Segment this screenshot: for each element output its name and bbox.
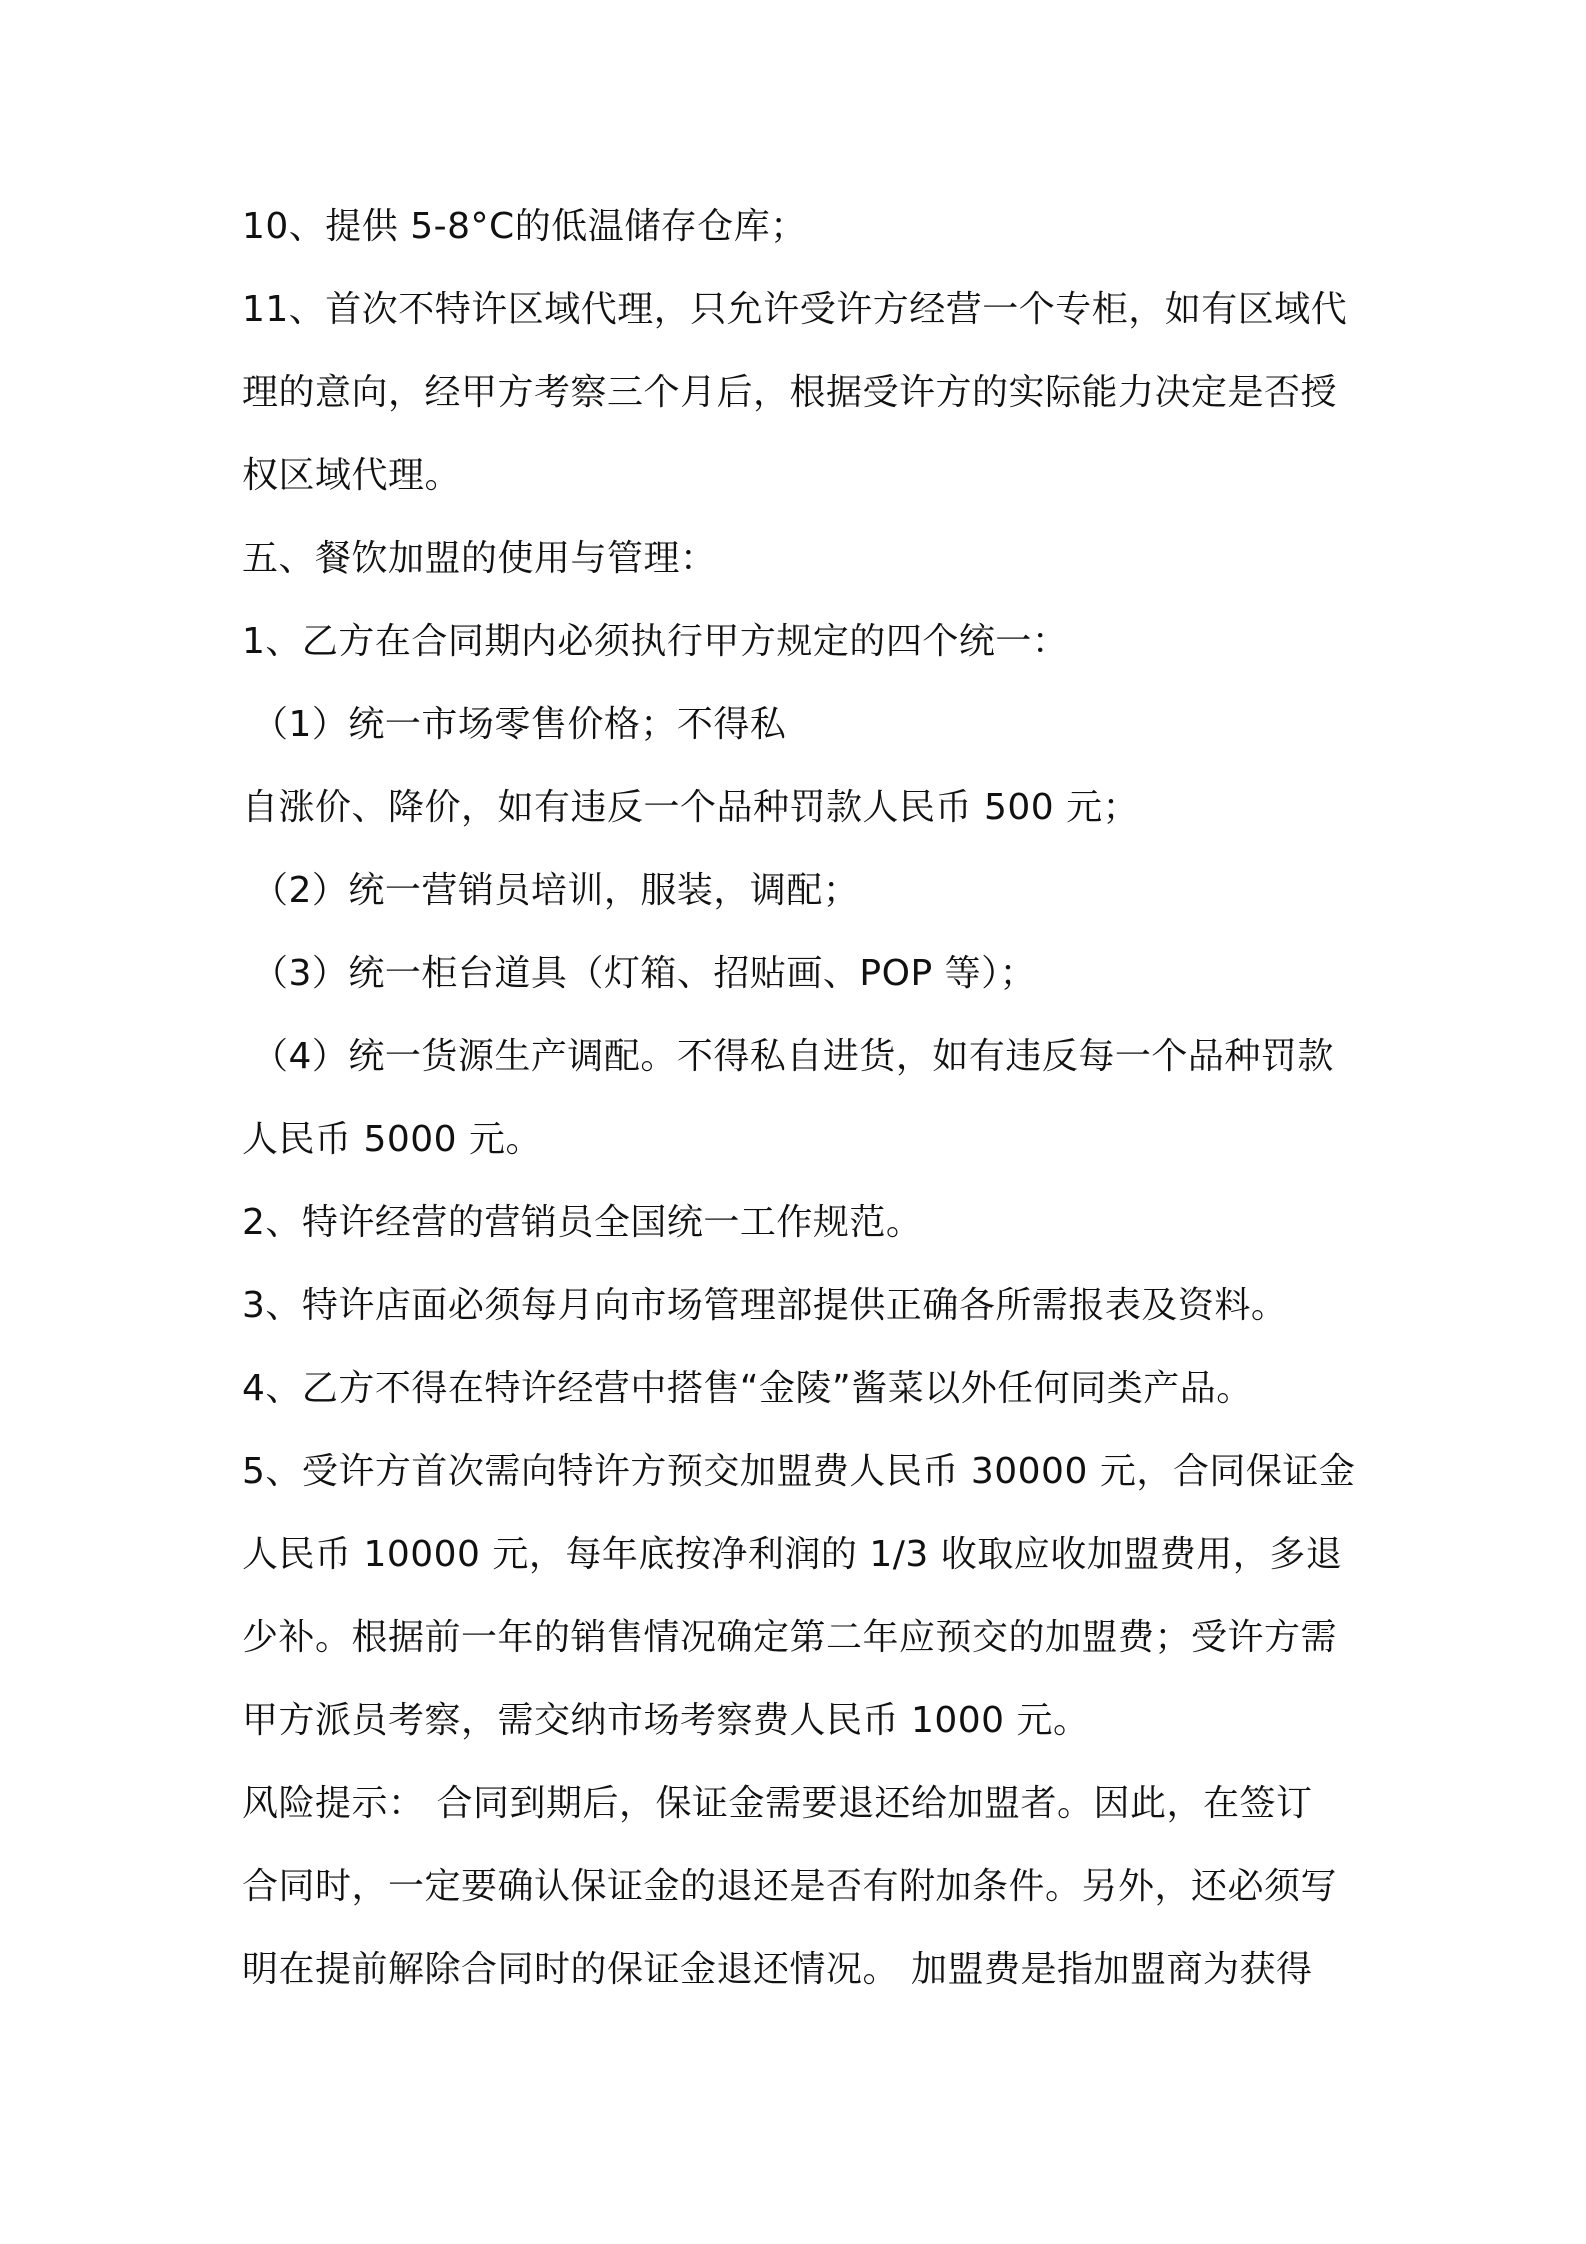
text-line-item-1: 1、乙方在合同期内必须执行甲方规定的四个统一： (242, 621, 1069, 662)
text-line-item-3: 3、特许店面必须每月向市场管理部提供正确各所需报表及资料。 (242, 1285, 1288, 1326)
section-heading: 五、餐饮加盟的使用与管理： (242, 538, 717, 579)
text-line-item-11: 11、首次不特许区域代理，只允许受许方经营一个专柜，如有区域代 (242, 289, 1348, 330)
text-line-item-5: 5、受许方首次需向特许方预交加盟费人民币 30000 元，合同保证金 (242, 1451, 1356, 1492)
text-line-sub-1: （1）统一市场零售价格；不得私 (252, 704, 787, 745)
text-line-sub-2: （2）统一营销员培训，服装，调配； (252, 870, 860, 911)
risk-notice-line: 风险提示： 合同到期后，保证金需要退还给加盟者。因此，在签订 (242, 1783, 1313, 1824)
text-line-item-2: 2、特许经营的营销员全国统一工作规范。 (242, 1202, 923, 1243)
text-line: 权区域代理。 (242, 455, 462, 496)
text-line: 合同时，一定要确认保证金的退还是否有附加条件。另外，还必须写 (242, 1866, 1338, 1907)
text-line: 人民币 5000 元。 (242, 1119, 543, 1160)
text-line: 少补。根据前一年的销售情况确定第二年应预交的加盟费；受许方需 (242, 1617, 1338, 1658)
text-line: 人民币 10000 元，每年底按净利润的 1/3 收取应收加盟费用，多退 (242, 1534, 1343, 1575)
text-line-sub-4: （4）统一货源生产调配。不得私自进货，如有违反每一个品种罚款 (252, 1036, 1334, 1077)
text-line: 明在提前解除合同时的保证金退还情况。 加盟费是指加盟商为获得 (242, 1949, 1313, 1990)
text-line: 理的意向，经甲方考察三个月后，根据受许方的实际能力决定是否授 (242, 372, 1338, 413)
text-line: 自涨价、降价，如有违反一个品种罚款人民币 500 元； (242, 787, 1140, 828)
text-line-item-4: 4、乙方不得在特许经营中搭售“金陵”酱菜以外任何同类产品。 (242, 1368, 1253, 1409)
text-line-sub-3: （3）统一柜台道具（灯箱、招贴画、POP 等）； (252, 953, 1037, 994)
text-line-item-10: 10、提供 5-8°C的低温储存仓库； (242, 206, 807, 247)
text-line: 甲方派员考察，需交纳市场考察费人民币 1000 元。 (242, 1700, 1090, 1741)
